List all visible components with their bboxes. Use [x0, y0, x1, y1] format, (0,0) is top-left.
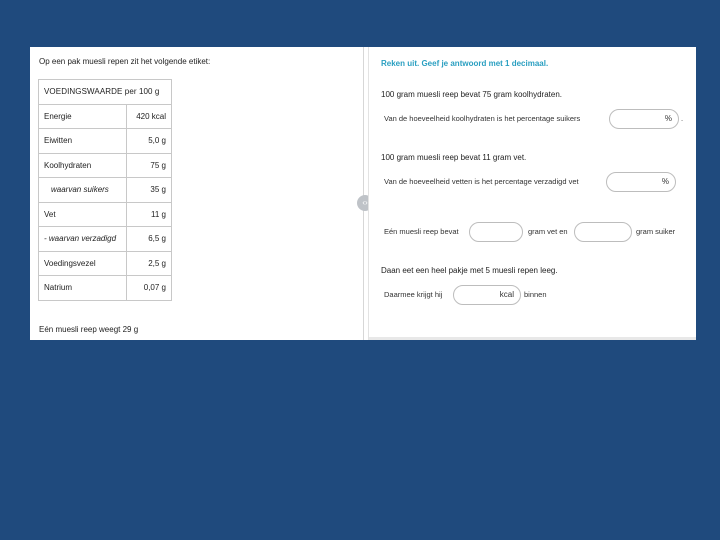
resize-handle-icon[interactable]: ‹› [357, 195, 373, 211]
question-saturated-percentage [384, 171, 694, 193]
row-name: Energie [39, 104, 127, 129]
row-name: Natrium [39, 276, 127, 301]
exercise-panel [30, 47, 696, 340]
row-name: Voedingsvezel [39, 251, 127, 276]
unit-label: % [661, 177, 669, 186]
table-row [39, 153, 172, 178]
question-text: gram suiker [636, 227, 676, 236]
statement-fat: 100 gram muesli reep bevat 11 gram vet. [381, 153, 527, 162]
label-pane [30, 47, 364, 340]
table-row [39, 80, 172, 105]
row-value: 420 kcal [127, 104, 172, 129]
row-value: 0,07 g [127, 276, 172, 301]
row-value: 6,5 g [127, 227, 172, 252]
footer-text: Eén muesli reep weegt 29 g [39, 325, 139, 334]
kcal-input[interactable] [453, 285, 521, 305]
row-value: 75 g [127, 153, 172, 178]
instruction-text: Reken uit. Geef je antwoord met 1 decimaal. [381, 59, 549, 68]
question-bar-content [384, 221, 694, 243]
table-row [39, 227, 172, 252]
row-name: Vet [39, 202, 127, 227]
row-value: 35 g [127, 178, 172, 203]
question-text: Daarmee krijgt hij [384, 290, 443, 299]
row-value: 11 g [127, 202, 172, 227]
question-kcal [384, 284, 694, 306]
table-row [39, 129, 172, 154]
table-row [39, 202, 172, 227]
table-row [39, 104, 172, 129]
nutrition-table [38, 79, 172, 301]
question-text: Eén muesli reep bevat [384, 227, 459, 236]
table-row [39, 251, 172, 276]
unit-label: % [664, 114, 672, 123]
statement-pack: Daan eet een heel pakje met 5 muesli repen leeg. [381, 266, 558, 275]
question-pane [368, 47, 696, 340]
row-value: 5,0 g [127, 129, 172, 154]
saturated-percentage-input[interactable] [606, 172, 676, 192]
unit-label: kcal [499, 290, 514, 299]
row-name: - waarvan verzadigd [39, 227, 127, 252]
row-name: Koolhydraten [39, 153, 127, 178]
table-row [39, 178, 172, 203]
intro-text: Op een pak muesli repen zit het volgende etiket: [39, 57, 211, 66]
question-text: gram vet en [528, 227, 568, 236]
period-text: . [681, 114, 684, 123]
table-row [39, 276, 172, 301]
question-sugar-percentage [384, 108, 694, 130]
table-header: VOEDINGSWAARDE per 100 g [39, 80, 172, 105]
sugar-grams-input[interactable] [574, 222, 632, 242]
statement-carbs: 100 gram muesli reep bevat 75 gram koolhydraten. [381, 90, 562, 99]
row-value: 2,5 g [127, 251, 172, 276]
fat-grams-input[interactable] [469, 222, 523, 242]
row-name: Eiwitten [39, 129, 127, 154]
question-text: Van de hoeveelheid vetten is het percentage verzadigd vet [384, 177, 579, 186]
question-text: binnen [524, 290, 547, 299]
row-name: waarvan suikers [39, 178, 127, 203]
sugar-percentage-input[interactable] [609, 109, 679, 129]
question-text: Van de hoeveelheid koolhydraten is het percentage suikers [384, 114, 581, 123]
